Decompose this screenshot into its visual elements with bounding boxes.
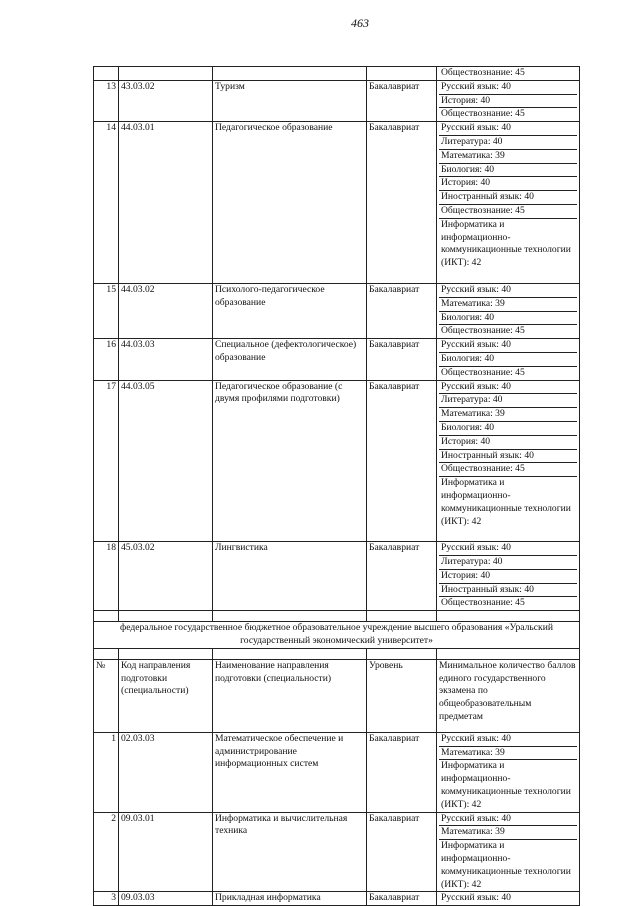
program-level: Бакалавриат: [367, 380, 437, 542]
exam-requirement: Обществознание: 45: [441, 108, 525, 120]
program-code: 43.03.02: [119, 80, 213, 121]
spacer-cell: [367, 648, 437, 659]
spacer-row: [94, 648, 580, 659]
spacer-cell: [367, 611, 437, 622]
row-number: 2: [94, 812, 119, 892]
program-name: Информатика и вычислительная техника: [213, 812, 367, 892]
program-level: Бакалавриат: [367, 283, 437, 338]
exam-requirement: История: 40: [439, 436, 577, 450]
exam-requirement: Биология: 40: [439, 422, 577, 436]
exam-requirements: [437, 339, 580, 380]
program-code: 02.03.03: [119, 732, 213, 812]
program-name: Педагогическое образование: [213, 122, 367, 284]
row-number: 3: [94, 892, 119, 906]
exam-requirement: Обществознание: 45: [441, 325, 525, 337]
program-code: 44.03.05: [119, 380, 213, 542]
exam-requirements: [437, 542, 580, 611]
program-name: Лингвистика: [213, 542, 367, 611]
row-number: 16: [94, 339, 119, 380]
admission-table: [93, 66, 580, 906]
header-level: Уровень: [367, 659, 437, 732]
program-code: 44.03.01: [119, 122, 213, 284]
program-code: 44.03.02: [119, 283, 213, 338]
exam-requirement: История: 40: [439, 570, 577, 584]
exam-requirement: Информатика и информационно-коммуникационные технологии (ИКТ): 42: [441, 477, 571, 527]
table-row: [94, 812, 580, 892]
table-row: [94, 67, 580, 81]
exam-requirement: Литература: 40: [439, 394, 577, 408]
exam-requirement: Биология: 40: [439, 312, 577, 326]
exam-requirement: Информатика и информационно-коммуникационные технологии (ИКТ): 42: [441, 218, 571, 269]
exam-requirement: Обществознание: 45: [441, 366, 525, 378]
exam-requirement: Иностранный язык: 40: [439, 450, 577, 464]
table-row: [94, 542, 580, 611]
exam-requirement: Русский язык: 40: [439, 339, 577, 353]
exam-requirements: [437, 812, 580, 892]
exam-requirement: Обществознание: 45: [439, 463, 577, 477]
exam-requirement: Русский язык: 40: [441, 892, 511, 904]
exam-requirement: Иностранный язык: 40: [439, 191, 577, 205]
exam-requirement: Математика: 39: [439, 747, 577, 761]
organization-name: федеральное государственное бюджетное образовательное учреждение высшего образования «Уральский государственный экономический университет»: [94, 622, 580, 649]
spacer-cell: [437, 611, 580, 622]
exam-requirement: Биология: 40: [439, 164, 577, 178]
exam-requirement: Информатика и информационно-коммуникационные технологии (ИКТ): 42: [441, 840, 571, 890]
program-level: Бакалавриат: [367, 812, 437, 892]
exam-requirement: Русский язык: 40: [439, 381, 577, 395]
table-row: [94, 283, 580, 338]
exam-requirement: Русский язык: 40: [439, 813, 577, 827]
organization-row: [94, 622, 580, 649]
table-row: [94, 732, 580, 812]
program-code: [119, 67, 213, 81]
exam-requirement: Русский язык: 40: [439, 284, 577, 298]
program-name: Математическое обеспечение и администрирование информационных систем: [213, 732, 367, 812]
table-row: [94, 80, 580, 121]
table-row: [94, 122, 580, 284]
spacer-cell: [119, 648, 213, 659]
program-name: Туризм: [213, 80, 367, 121]
program-level: Бакалавриат: [367, 339, 437, 380]
program-name: Психолого-педагогическое образование: [213, 283, 367, 338]
header-min-score: Минимальное количество баллов единого государственного экзамена по общеобразовательным предметам: [437, 659, 580, 732]
header-number: №: [94, 659, 119, 732]
program-code: 44.03.03: [119, 339, 213, 380]
row-number: [94, 67, 119, 81]
exam-requirement: История: 40: [439, 177, 577, 191]
exam-requirement: Обществознание: 45: [441, 597, 525, 609]
exam-requirements: [437, 122, 580, 284]
program-level: Бакалавриат: [367, 122, 437, 284]
program-code: 45.03.02: [119, 542, 213, 611]
spacer-cell: [437, 648, 580, 659]
row-number: 13: [94, 80, 119, 121]
row-number: 15: [94, 283, 119, 338]
exam-requirement: Математика: 39: [439, 298, 577, 312]
spacer-cell: [119, 611, 213, 622]
exam-requirement: Русский язык: 40: [439, 542, 577, 556]
row-number: 1: [94, 732, 119, 812]
spacer-cell: [213, 611, 367, 622]
row-number: 14: [94, 122, 119, 284]
program-name: Специальное (дефектологическое) образование: [213, 339, 367, 380]
exam-requirements: [437, 67, 580, 81]
exam-requirement: Обществознание: 45: [439, 205, 577, 219]
program-code: 09.03.01: [119, 812, 213, 892]
spacer-row: [94, 611, 580, 622]
exam-requirement: Русский язык: 40: [439, 122, 577, 136]
exam-requirement: Обществознание: 45: [441, 67, 525, 78]
row-number: 18: [94, 542, 119, 611]
exam-requirements: [437, 732, 580, 812]
exam-requirement: Математика: 39: [439, 408, 577, 422]
exam-requirement: Биология: 40: [439, 353, 577, 367]
exam-requirement: Литература: 40: [439, 556, 577, 570]
exam-requirement: Русский язык: 40: [439, 733, 577, 747]
exam-requirements: [437, 283, 580, 338]
spacer-cell: [94, 611, 119, 622]
table-row: [94, 339, 580, 380]
table-header-row: [94, 659, 580, 732]
program-name: Прикладная информатика: [213, 892, 367, 906]
exam-requirement: Математика: 39: [439, 826, 577, 840]
header-name: Наименование направления подготовки (специальности): [213, 659, 367, 732]
spacer-cell: [213, 648, 367, 659]
exam-requirements: [437, 380, 580, 542]
exam-requirement: Русский язык: 40: [439, 81, 577, 95]
program-name: Педагогическое образование (с двумя профилями подготовки): [213, 380, 367, 542]
exam-requirement: Литература: 40: [439, 136, 577, 150]
program-code: 09.03.03: [119, 892, 213, 906]
page-number: 463: [351, 16, 369, 30]
program-level: Бакалавриат: [367, 732, 437, 812]
program-level: [367, 67, 437, 81]
exam-requirement: Иностранный язык: 40: [439, 584, 577, 598]
spacer-cell: [94, 648, 119, 659]
exam-requirements: [437, 80, 580, 121]
program-level: Бакалавриат: [367, 80, 437, 121]
exam-requirements: [437, 892, 580, 906]
header-code: Код направления подготовки (специальности): [119, 659, 213, 732]
program-level: Бакалавриат: [367, 892, 437, 906]
exam-requirement: История: 40: [439, 95, 577, 109]
program-level: Бакалавриат: [367, 542, 437, 611]
program-name: [213, 67, 367, 81]
exam-requirement: Математика: 39: [439, 150, 577, 164]
row-number: 17: [94, 380, 119, 542]
table-row: [94, 380, 580, 542]
exam-requirement: Информатика и информационно-коммуникационные технологии (ИКТ): 42: [441, 760, 571, 810]
table-row: [94, 892, 580, 906]
